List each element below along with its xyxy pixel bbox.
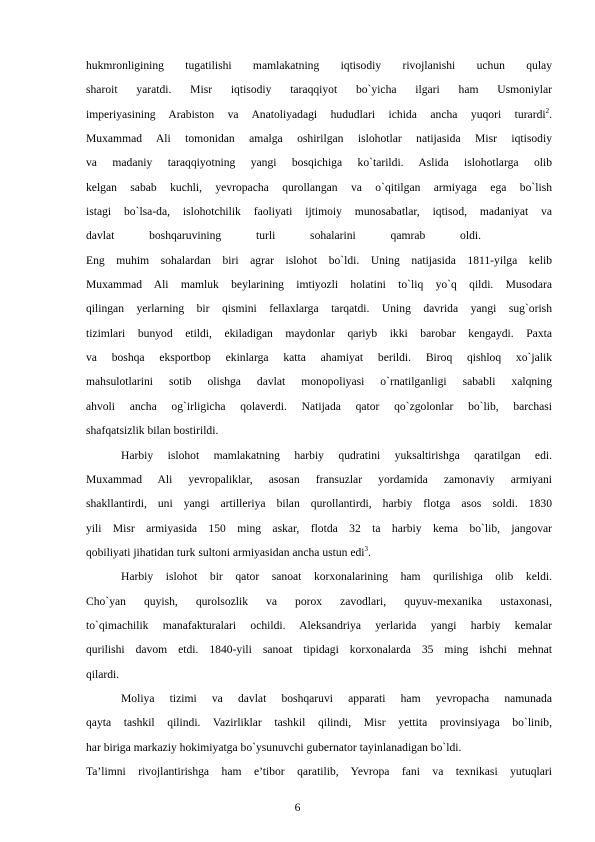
footnote-ref: 3 [364, 544, 369, 553]
text-line: qilardi. [86, 667, 120, 681]
text-line: davlat boshqaruvining turli sohalarini qamrab oldi. [86, 229, 481, 243]
text-line: va madaniy taraqqiyotning yangi bosqichiga ko`tarildi. Aslida islohotlarga olib [86, 156, 552, 170]
text-line: qobiliyati jihatidan turk sultoni armiyasidan ancha ustun edi$^3$. [86, 544, 371, 559]
text-line: imperiyasining Arabiston va Anatoliyadagi hududlari ichida ancha yuqori turardi$^2$. [86, 106, 552, 121]
text-line: Muxammad Ali yevropaliklar, asosan fransuzlar yordamida zamonaviy armiyani [86, 472, 552, 486]
text-line: kelgan sabab kuchli, yevropacha qurollangan va o`qitilgan armiyaga ega bo`lish [86, 180, 552, 194]
text-line: yili Misr armiyasida 150 ming askar, flotda 32 ta harbiy kema bo`lib, jangovar [86, 521, 552, 535]
text-line: qilingan yerlarning bir qismini fellaxlarga tarqatdi. Uning davrida yangi sug`orish [86, 302, 552, 316]
text-line: to`qimachilik manafakturalari ochildi. Aleksandriya yerlarida yangi harbiy kemalar [86, 618, 552, 632]
text-line: Muxammad Ali mamluk beylarining imtiyozli holatini to`liq yo`q qildi. Musodara [86, 278, 552, 292]
text-line: istagi bo`lsa-da, islohotchilik faoliyati ijtimoiy munosabatlar, iqtisod, madaniyat va [86, 205, 552, 219]
text-line: Eng muhim sohalardan biri agrar islohot bo`ldi. Uning natijasida 1811-yilga kelib [86, 253, 552, 267]
page-body [86, 54, 552, 784]
text-line: har biriga markaziy hokimiyatga bo`ysunuvchi gubernator tayinlanadigan bo`ldi. [86, 740, 462, 754]
text-line: va boshqa eksportbop ekinlarga katta ahamiyat berildi. Biroq qishloq xo`jalik [86, 351, 552, 365]
text-line: qayta tashkil qilindi. Vazirliklar tashkil qilindi, Misr yettita provinsiyaga bo`linib, [86, 716, 552, 730]
text-line: Cho`yan quyish, qurolsozlik va porox zavodlari, quyuv-mexanika ustaxonasi, [86, 594, 552, 608]
text-line: mahsulotlarini sotib olishga davlat monopoliyasi o`rnatilganligi sababli xalqning [86, 375, 552, 389]
text-line: sharoit yaratdi. Misr iqtisodiy taraqqiyot bo`yicha ilgari ham Usmoniylar [86, 83, 552, 97]
text-line: tizimlari bunyod etildi, ekiladigan maydonlar qariyb ikki barobar kengaydi. Paxta [86, 326, 552, 340]
text-line: qurilishi davom etdi. 1840-yili sanoat tipidagi korxonalarda 35 ming ishchi mehnat [86, 643, 552, 657]
text-line: Harbiy islohot bir qator sanoat korxonalarining ham qurilishiga olib keldi. [121, 570, 552, 584]
footnote-ref: 2 [545, 106, 550, 115]
text-line: hukmronligining tugatilishi mamlakatning iqtisodiy rivojlanishi uchun qulay [86, 59, 552, 72]
text-line: Muxammad Ali tomonidan amalga oshirilgan islohotlar natijasida Misr iqtisodiy [86, 132, 552, 146]
text-line: Moliya tizimi va davlat boshqaruvi apparati ham yevropacha namunada [121, 691, 552, 705]
text-line: shafqatsizlik bilan bostirildi. [86, 424, 219, 438]
page-number: 6 [294, 801, 301, 814]
text-line-content: qobiliyati jihatidan turk sultoni armiyasidan ancha ustun edi [86, 545, 365, 559]
text-line-content: imperiyasining Arabiston va Anatoliyadagi hududlari ichida ancha yuqori turardi [86, 107, 546, 121]
text-line: ahvoli ancha og`irligicha qolaverdi. Natijada qator qo`zgolonlar bo`lib, barchasi [86, 399, 552, 413]
text-line: Ta’limni rivojlantirishga ham e’tibor qaratilib, Yevropa fani va texnikasi yutuqlari [86, 764, 552, 778]
text-line: Harbiy islohot mamlakatning harbiy qudratini yuksaltirishga qaratilgan edi. [121, 448, 552, 462]
text-line: shakllantirdi, uni yangi artilleriya bilan qurollantirdi, harbiy flotga asos soldi. 1830 [86, 497, 552, 511]
